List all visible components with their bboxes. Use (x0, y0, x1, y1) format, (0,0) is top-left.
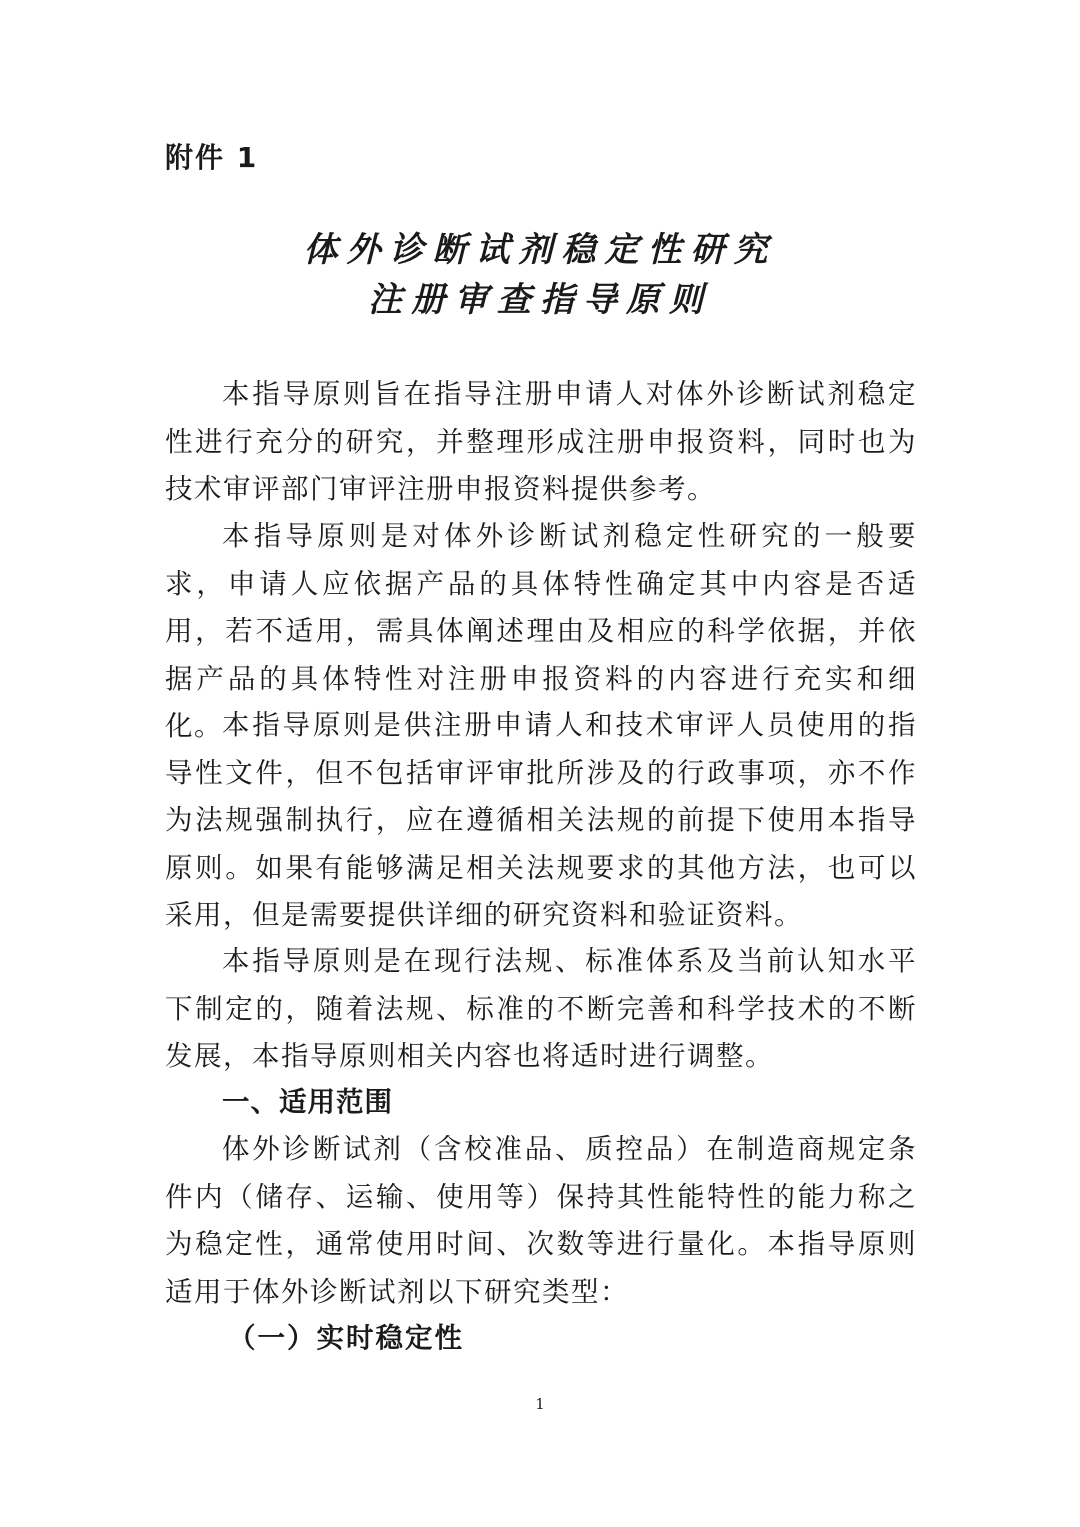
paragraph-usage: 本指导原则是供注册申请人和技术审评人员使用的指导性文件，但不包括审评审批所涉及的行政事项，亦不作为法规强制执行，应在遵循相关法规的前提下使用本指导原则。如果有能够满足相关法规要求的其他方法，也可以采用，但是需要提供详细的研究资料和验证资料。 (165, 709, 917, 931)
paragraph-revision: 本指导原则是在现行法规、标准体系及当前认知水平下制定的，随着法规、标准的不断完善和科学技术的不断发展，本指导原则相关内容也将适时进行调整。 (165, 945, 917, 1072)
paragraph-scope: 体外诊断试剂（含校准品、质控品）在制造商规定条件内（储存、运输、使用等）保持其性能特性的能力称之为稳定性，通常使用时间、次数等进行量化。本指导原则适用于体外诊断试剂以下研究类型： (165, 1133, 917, 1308)
document-title-line-2: 注册审查指导原则 (368, 280, 712, 320)
page-number: 1 (535, 1395, 545, 1413)
paragraph-applicability: 本指导原则是对体外诊断试剂稳定性研究的一般要求，申请人应依据产品的具体特性确定其中内容是否适用，若不适用，需具体阐述理由及相应的科学依据，并依据产品的具体特性对注册申报资料的内容进行充实和细化。 (165, 520, 917, 742)
subheading-real-time-stability: （一）实时稳定性 (228, 1322, 464, 1354)
paragraph-purpose: 本指导原则旨在指导注册申请人对体外诊断试剂稳定性进行充分的研究，并整理形成注册申报资料，同时也为技术审评部门审评注册申报资料提供参考。 (165, 378, 917, 505)
section-heading-scope: 一、适用范围 (222, 1086, 393, 1118)
attachment-label: 附件 1 (165, 141, 259, 174)
document-title-line-1: 体外诊断试剂稳定性研究 (303, 230, 777, 270)
